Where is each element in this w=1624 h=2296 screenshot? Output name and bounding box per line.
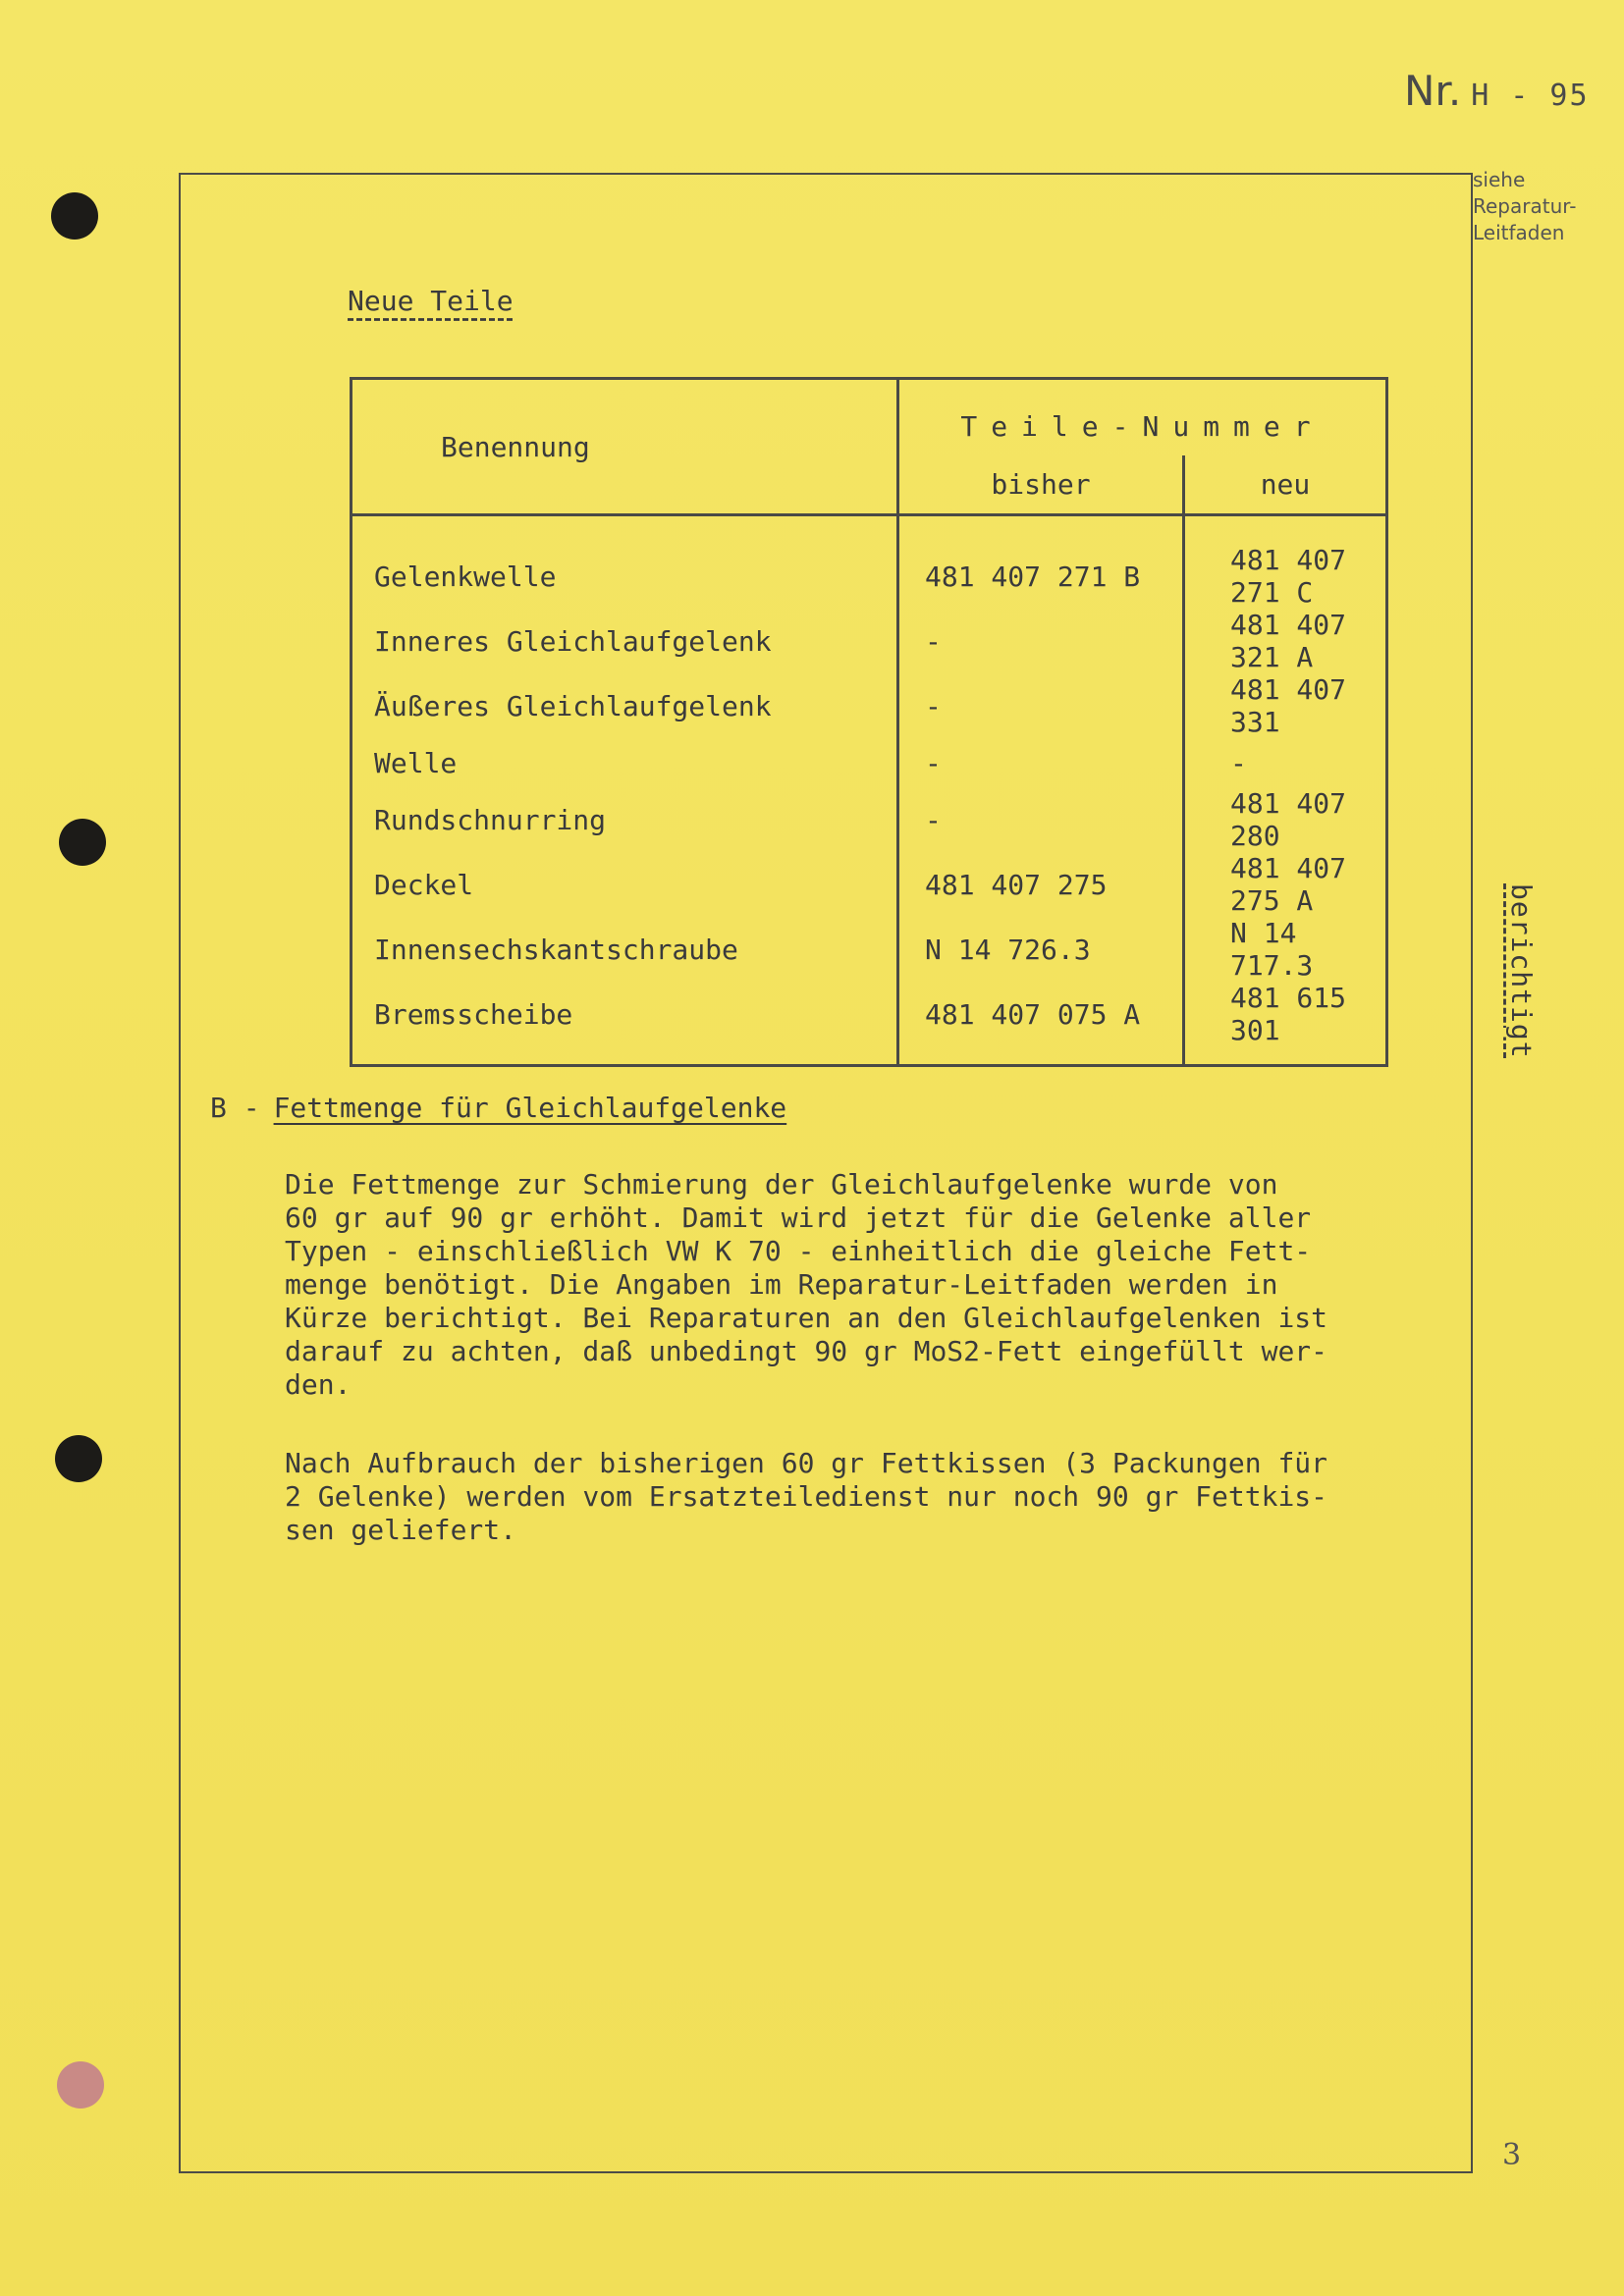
nr-value: H - 95 [1471, 79, 1590, 113]
page-number: 3 [1502, 2138, 1522, 2172]
table-row [352, 673, 1387, 738]
document-number [1404, 67, 1590, 115]
part-number-old: - [898, 609, 1184, 673]
nr-label: Nr. [1404, 67, 1462, 115]
section-b-title: Fettmenge für Gleichlaufgelenke [273, 1092, 787, 1124]
part-number-new: N 14 717.3 [1230, 917, 1314, 982]
parts-table-body [352, 515, 1387, 1066]
part-number-old: - [898, 738, 1184, 787]
part-number-new: 481 407 280 [1230, 787, 1347, 852]
part-number-new: 481 407 331 [1230, 673, 1347, 738]
part-name: Deckel [352, 852, 898, 917]
part-number-old: 481 407 075 A [898, 982, 1184, 1066]
margin-note: siehe Reparatur- Leitfaden [1473, 168, 1577, 244]
punch-hole [51, 192, 98, 240]
part-name: Gelenkwelle [352, 515, 898, 610]
part-number-old: N 14 726.3 [898, 917, 1184, 982]
punch-hole [57, 2061, 104, 2109]
part-name: Innensechskantschraube [352, 917, 898, 982]
part-number-new: 481 407 271 C [1230, 544, 1347, 609]
part-number-old: - [898, 673, 1184, 738]
part-number-old: - [898, 787, 1184, 852]
section-b-prefix: B - [210, 1092, 260, 1124]
part-name: Äußeres Gleichlaufgelenk [352, 673, 898, 738]
table-row [352, 787, 1387, 852]
side-note [1492, 883, 1551, 1119]
side-note-text: berichtigt [1505, 883, 1538, 1059]
part-name: Welle [352, 738, 898, 787]
part-number-old: 481 407 275 [898, 852, 1184, 917]
part-name: Rundschnurring [352, 787, 898, 852]
column-header-bisher: bisher [898, 455, 1184, 514]
section-b-heading [210, 1092, 786, 1124]
table-row [352, 738, 1387, 787]
part-name: Bremsscheibe [352, 982, 898, 1066]
table-row [352, 917, 1387, 982]
table-row [352, 609, 1387, 673]
column-header-teile-nummer: Teile-Nummer [960, 410, 1325, 444]
part-name: Inneres Gleichlaufgelenk [352, 609, 898, 673]
table-row [352, 982, 1387, 1066]
part-number-new: 481 407 321 A [1230, 609, 1347, 673]
parts-table [350, 377, 1388, 1067]
table-row [352, 852, 1387, 917]
part-number-new: 481 615 301 [1230, 982, 1347, 1046]
part-number-old: 481 407 271 B [898, 515, 1184, 610]
column-header-benennung: Benennung [352, 379, 898, 515]
part-number-new: 481 407 275 A [1230, 852, 1347, 917]
punch-hole [59, 819, 106, 866]
paragraph-aufbrauch: Nach Aufbrauch der bisherigen 60 gr Fettkissen (3 Packungen für 2 Gelenke) werden vom Ersatzteiledienst nur noch 90 gr Fettkis- sen geliefert. [285, 1447, 1328, 1546]
table-row [352, 515, 1387, 610]
section-title-neue-teile: Neue Teile [348, 285, 514, 317]
paragraph-fettmenge: Die Fettmenge zur Schmierung der Gleichlaufgelenke wurde von 60 gr auf 90 gr erhöht. Damit wird jetzt für die Gelenke aller Typen - einschließlich VW K 70 - einheitlich die gleiche Fett- menge benötigt. Die Angaben im Reparatur-Leitfaden werden in Kürze berichtigt. Bei Reparaturen an den Gleichlaufgelenken ist darauf zu achten, daß unbedingt 90 gr MoS2-Fett eingefüllt wer- den. [285, 1168, 1328, 1401]
column-header-neu: neu [1184, 455, 1387, 514]
part-number-new: - [1230, 746, 1247, 779]
punch-hole [55, 1435, 102, 1482]
